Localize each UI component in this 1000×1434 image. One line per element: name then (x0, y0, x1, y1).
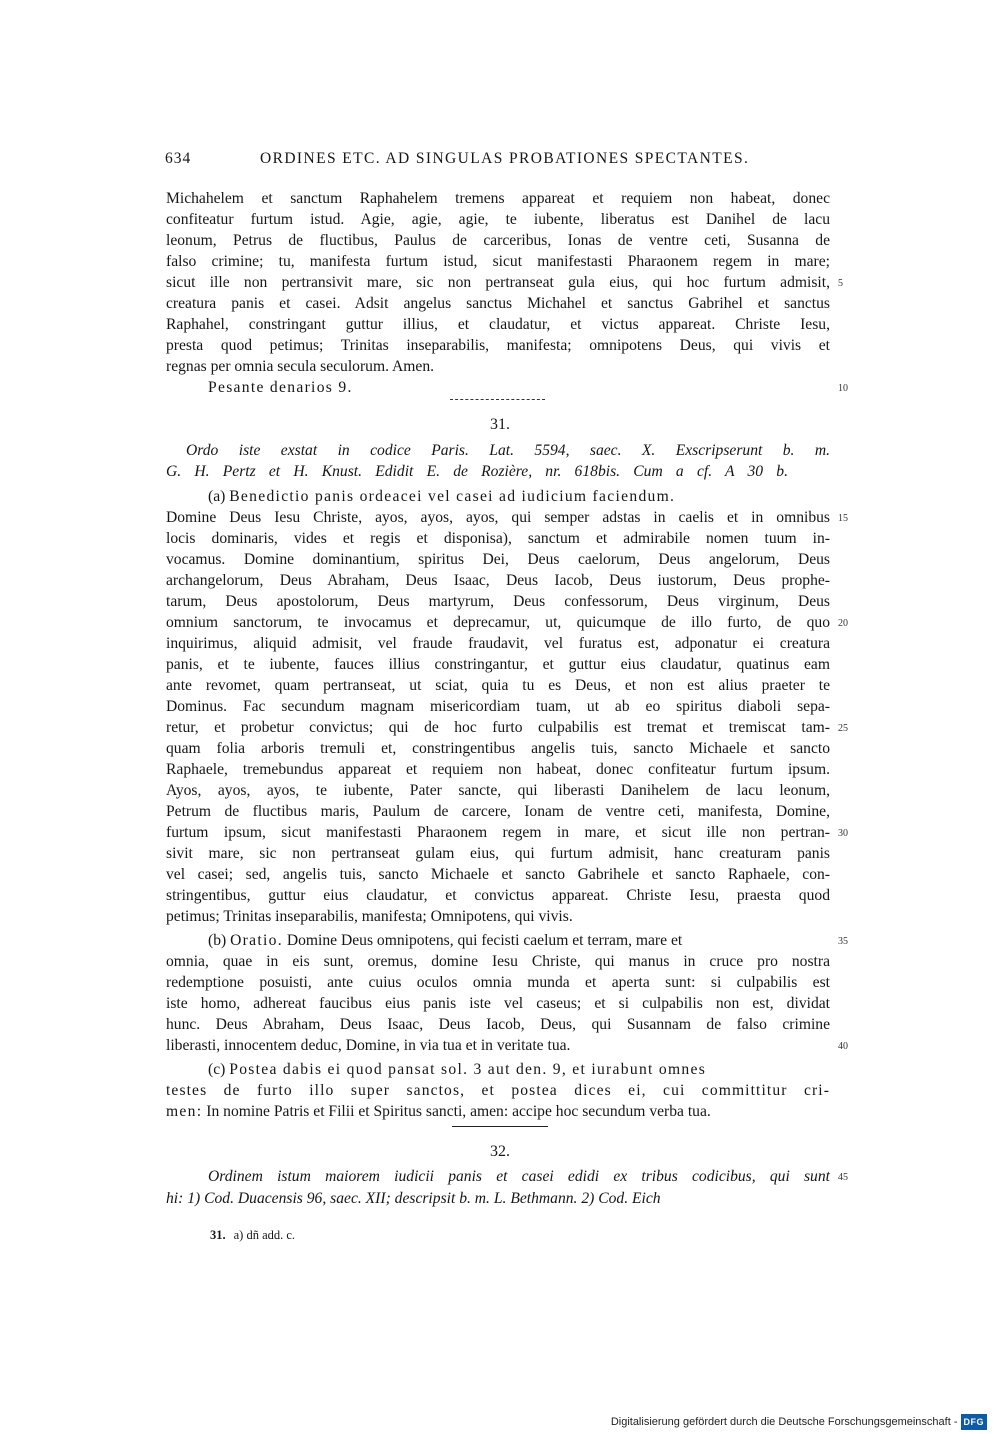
text-line: Michahelem et sanctum Raphahelem tremens appareat et requiem non habeat, donec (166, 190, 830, 207)
text-line: archangelorum, Deus Abraham, Deus Isaac, Deus Iacob, Deus iustorum, Deus prophe- (166, 572, 830, 589)
text-line: presta quod petimus; Trinitas inseparabilis, manifesta; omnipotens Deus, qui vivis et (166, 337, 830, 354)
margin-line-number: 10 (838, 383, 848, 394)
intro-line: Ordo iste exstat in codice Paris. Lat. 5594, saec. X. Exscripserunt b. m. (186, 442, 830, 459)
text-line (166, 1101, 830, 1123)
section-divider (452, 1126, 548, 1127)
text-line: panis, et te iubente, fauces illius constringantur, et guttur eius claudatur, quatinus eam (166, 656, 830, 673)
text-line: omnia, quae in eis sunt, oremus, domine Iesu Christe, qui manus in cruce pro nostra (166, 953, 830, 970)
margin-line-number: 25 (838, 723, 848, 734)
text-line: ante revomet, quam pertranseat, ut sciat, quia tu es Deus, et non est alius praeter te (166, 677, 830, 694)
text-line: Raphaele, tremebundus appareat et requiem non habeat, donec confiteatur furtum ipsum. (166, 761, 830, 778)
margin-line-number: 35 (838, 936, 848, 947)
footnote (210, 1226, 295, 1244)
text-line: vel casei; sed, angelis tuis, sancto Michaele et sancto Gabrihele et sancto Raphaele, con- (166, 866, 830, 883)
text-line: locis dominaris, vides et regis et disponisa), sanctum et admirabile nomen tuum in- (166, 530, 830, 547)
para-c-head-line (208, 1059, 830, 1081)
credit-text: Digitalisierung gefördert durch die Deutsche Forschungsgemeinschaft - (610, 1416, 958, 1428)
text-line: Ayos, ayos, ayos, te iubente, Pater sancte, qui liberasti Danihelem de lacu leonum, (166, 782, 830, 799)
text-line: confiteatur furtum istud. Agie, agie, agie, te iubente, liberatus est Danihel de lacu (166, 211, 830, 228)
text-line: iste homo, adhereat faucibus eius panis iste vel caseus; et si culpabilis non est, dividat (166, 995, 830, 1012)
text-line: furtum ipsum, sicut manifestasti Pharaonem regem in mare, et sicut ille non pertran- (166, 824, 830, 841)
para-heading: Oratio. (230, 932, 283, 949)
text-line: quam folia arboris tremuli et, constringentibus angelis tuis, sancto Michaele et sancto (166, 740, 830, 757)
intro-line: G. H. Pertz et H. Knust. Edidit E. de Rozière, nr. 618bis. Cum a cf. A 30 b. (166, 463, 788, 480)
text-line: regnas per omnia secula seculorum. Amen. (166, 358, 435, 375)
text-line: tarum, Deus apostolorum, Deus martyrum, Deus confessorum, Deus virginum, Deus (166, 593, 830, 610)
margin-line-number: 30 (838, 828, 848, 839)
margin-line-number: 20 (838, 618, 848, 629)
page-number: 634 (165, 150, 192, 167)
text-line: Raphahel, constringant guttur illius, et claudatur, et victus appareat. Christe Iesu, (166, 316, 830, 333)
dfg-logo: DFG (961, 1414, 988, 1430)
para-a-head-line (208, 486, 830, 508)
text-line: retur, et probetur convictus; qui de hoc furto culpabilis est tremat et tremiscat tam- (166, 719, 830, 736)
text-line: falso crimine; tu, manifesta furtum istud, sicut manifestasti Pharaonem regem in mare; (166, 253, 830, 270)
text-line: sivit mare, sic non pertranseat gulam eius, qui furtum admisit, hanc creaturam panis (166, 845, 830, 862)
text-line: stringentibus, guttur eius claudatur, et convictus appareat. Christe Iesu, praesta quod (166, 887, 830, 904)
text-line: liberasti, innocentem deduc, Domine, in via tua et in veritate tua. (166, 1037, 571, 1054)
section-number: 31. (490, 416, 510, 433)
footnote-ref: 31. (210, 1228, 226, 1242)
para-label: (b) (208, 932, 227, 949)
para-b-head-line (208, 930, 830, 952)
text-line: redemptione posuisti, ante cuius oculos omnia munda et aperta sunt: si culpabilis est (166, 974, 830, 991)
text-line-spaced: testes de furto illo super sanctos, et postea dices ei, cui committitur cri- (166, 1082, 830, 1099)
page-header (165, 150, 830, 172)
text-line: vocamus. Domine dominantium, spiritus Dei, Deus caelorum, Deus angelorum, Deus (166, 551, 830, 568)
text-line: sicut ille non pertransivit mare, sic non pertranseat gula eius, qui hoc furtum admisit, (166, 274, 830, 291)
text-line: petimus; Trinitas inseparabilis, manifesta; Omnipotens, qui vivis. (166, 908, 573, 925)
section-number: 32. (490, 1143, 510, 1160)
text-line: inquirimus, aliquid admisit, vel fraude fraudavit, vel furatus est, adponatur ei creatura (166, 635, 830, 652)
para-label: (c) (208, 1061, 226, 1078)
text-line: creatura panis et casei. Adsit angelus sanctus Michahel et sanctus Gabrihel et sanctus (166, 295, 830, 312)
footnote-text: a) dñ add. c. (233, 1228, 296, 1242)
text-line: Dominus. Fac secundum magnam misericordiam tuam, ut ab eo spiritus diaboli sepa- (166, 698, 830, 715)
text-line: Domine Deus Iesu Christe, ayos, ayos, ayos, qui semper adstas in caelis et in omnibus (166, 509, 830, 526)
margin-line-number: 45 (838, 1172, 848, 1183)
text-plain: In nomine Patris et Filii et Spiritus sancti, amen: accipe hoc secundum verba tua. (206, 1103, 711, 1120)
para-label: (a) (208, 488, 226, 505)
text-line-spaced: Pesante denarios 9. (208, 379, 353, 396)
margin-line-number: 40 (838, 1041, 848, 1052)
intro-line: Ordinem istum maiorem iudicii panis et casei edidi ex tribus codicibus, qui sunt (208, 1168, 830, 1185)
text-spaced: men: (166, 1103, 203, 1120)
text-line: Petrum de fluctibus maris, Paulum de carcere, Ionam de ventre ceti, manifesta, Domine, (166, 803, 830, 820)
margin-line-number: 15 (838, 513, 848, 524)
digitization-credit (611, 1414, 987, 1430)
text-line: leonum, Petrus de fluctibus, Paulus de carceribus, Ionas de ventre ceti, Susanna de (166, 232, 830, 249)
para-heading: Benedictio panis ordeacei vel casei ad iudicium faciendum. (229, 488, 676, 505)
para-text-spaced: Postea dabis ei quod pansat sol. 3 aut den. 9, et iurabunt omnes (229, 1061, 707, 1078)
margin-line-number: 5 (838, 278, 843, 289)
running-title: ORDINES ETC. AD SINGULAS PROBATIONES SPECTANTES. (260, 150, 750, 167)
text-line: omnium sanctorum, te invocamus et deprecamur, ut, quicumque de illo furto, de quo (166, 614, 830, 631)
text-line: hunc. Deus Abraham, Deus Isaac, Deus Iacob, Deus, qui Susannam de falso crimine (166, 1016, 830, 1033)
para-text: Domine Deus omnipotens, qui fecisti caelum et terram, mare et (286, 932, 683, 949)
section-divider (450, 399, 545, 400)
intro-line: hi: 1) Cod. Duacensis 96, saec. XII; descripsit b. m. L. Bethmann. 2) Cod. Eich (166, 1190, 661, 1207)
